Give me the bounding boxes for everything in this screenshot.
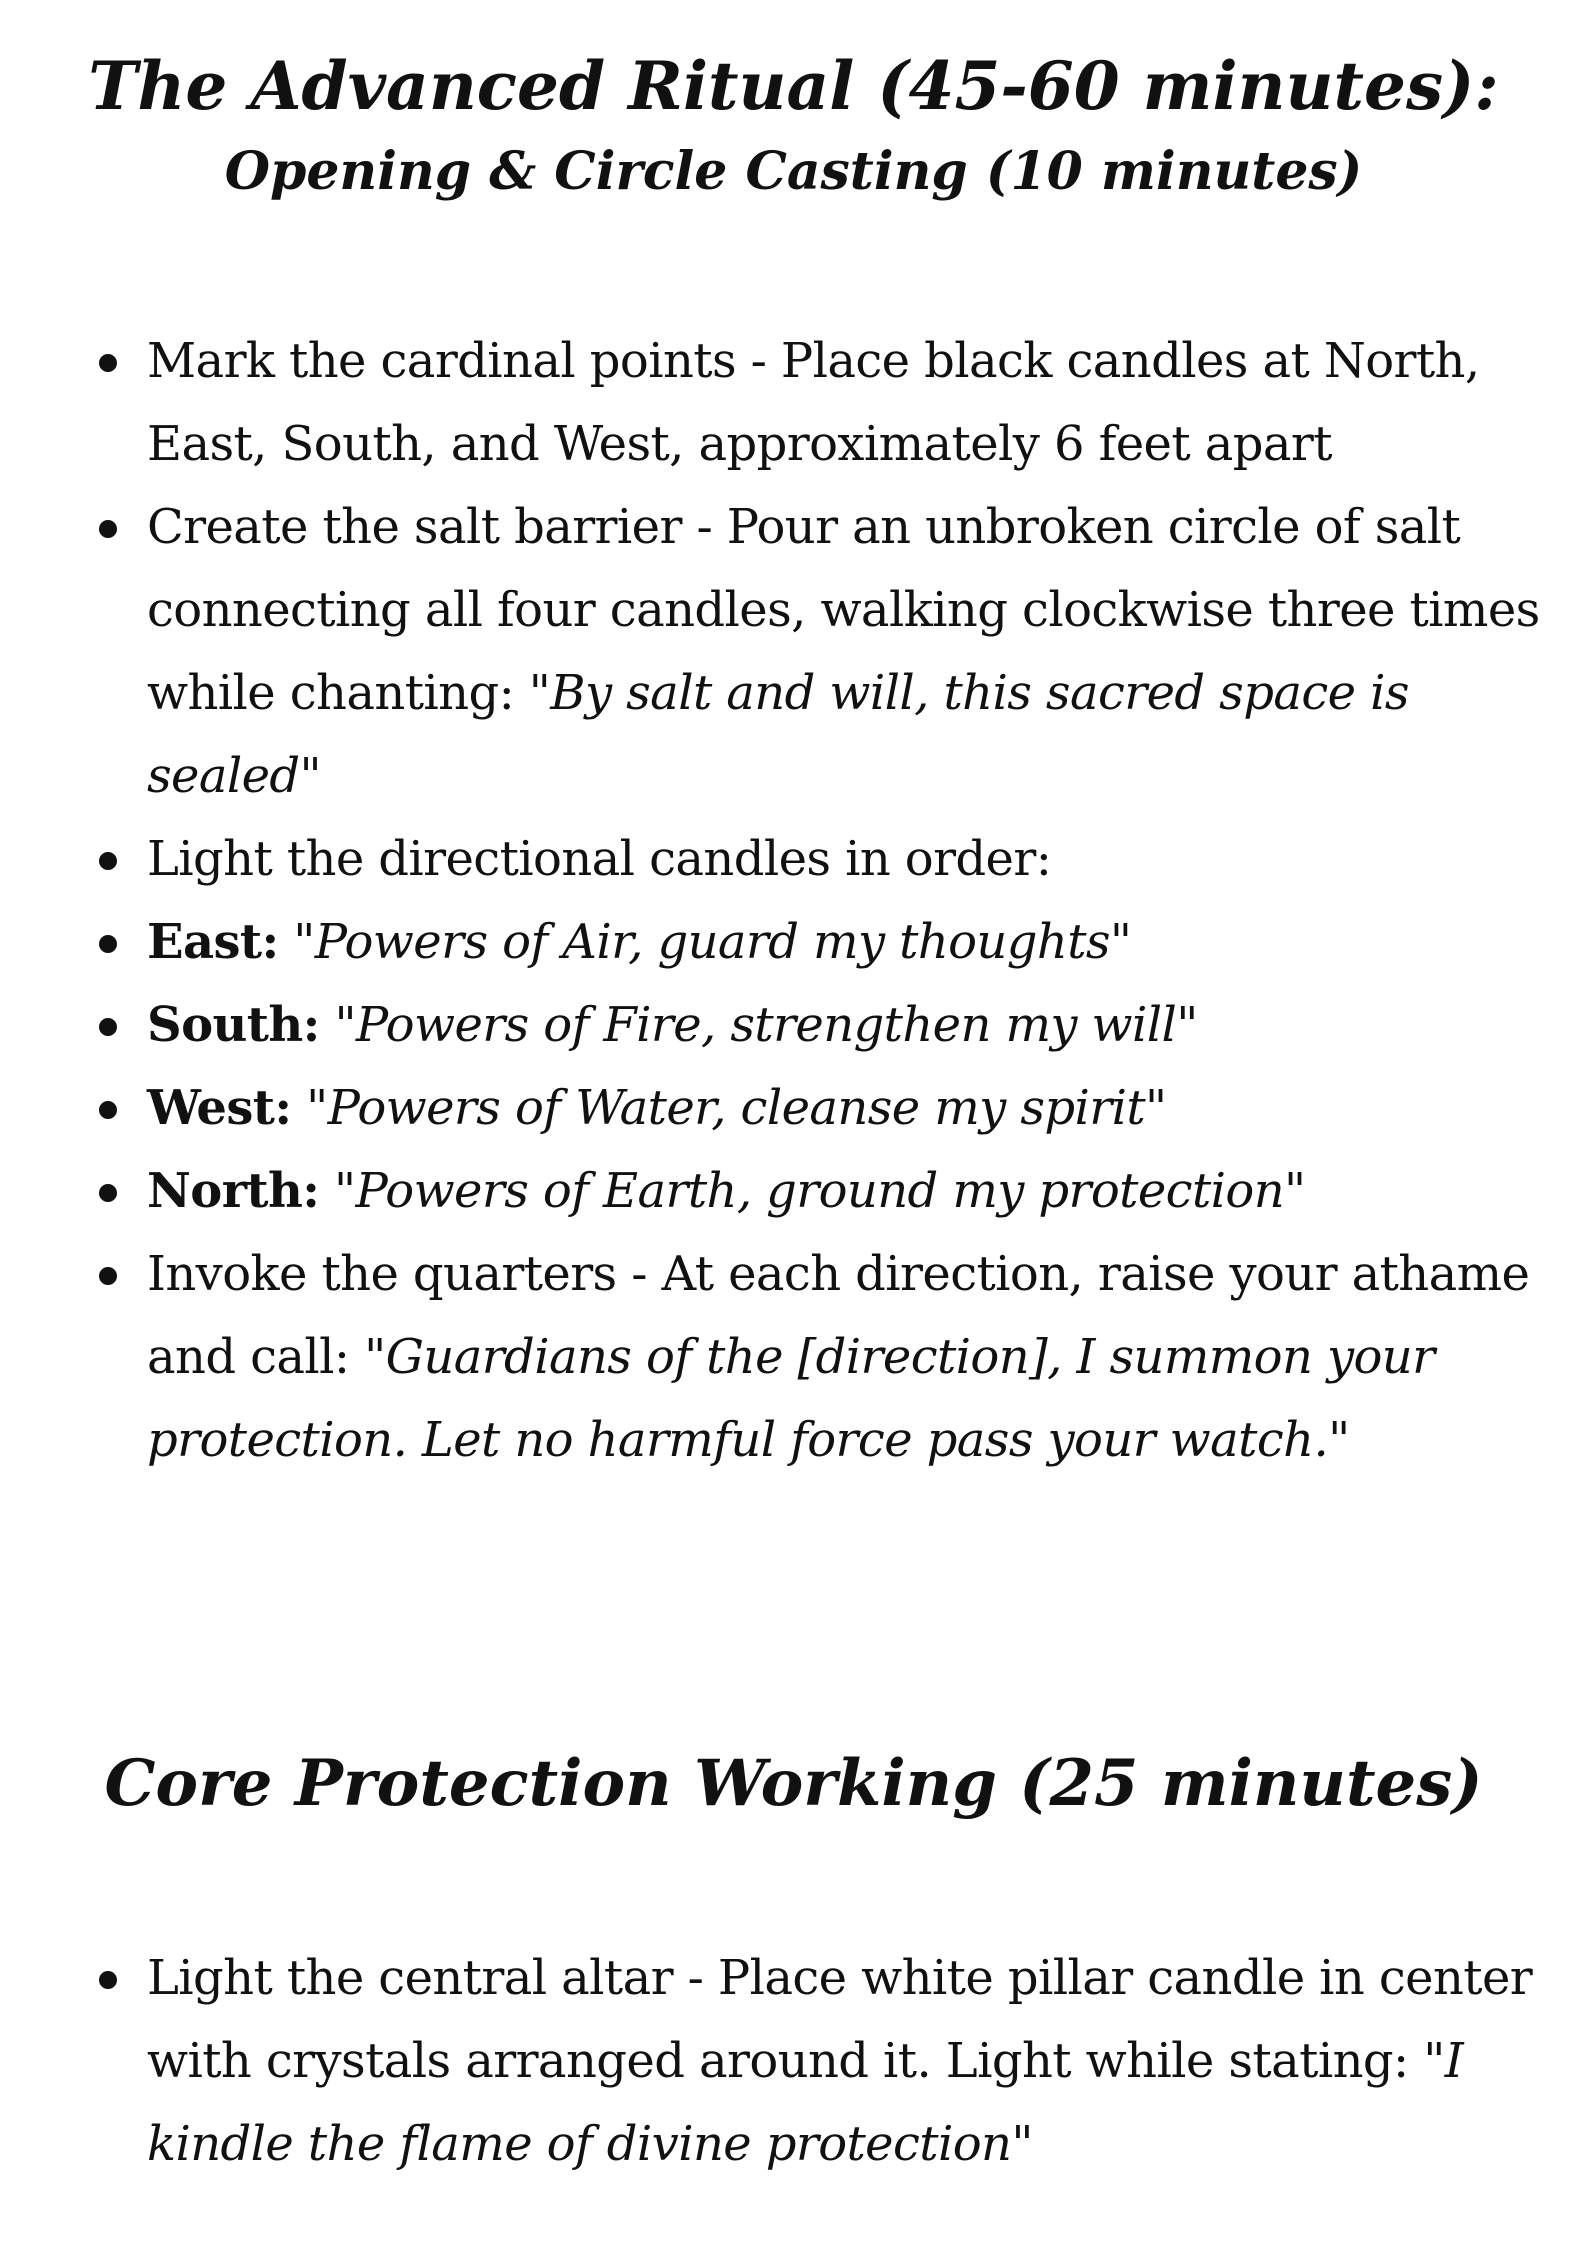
item-text: "	[278, 914, 315, 970]
item-text: "	[319, 1163, 356, 1219]
item-chant: Powers of Water, cleanse my spirit"	[327, 1080, 1167, 1136]
item-chant: "Powers of Fire, strengthen my will"	[334, 997, 1198, 1053]
item-text-tail: "	[1011, 2116, 1033, 2172]
bullet-icon	[99, 1267, 117, 1285]
item-text: Invoke the quarters - At each direction, raise your athame and call: "	[147, 1246, 1530, 1385]
bullet-icon	[99, 852, 117, 870]
item-direction-label: East:	[147, 914, 279, 970]
bullet-icon	[99, 1184, 117, 1202]
item-text: Create the salt barrier - Pour an unbroken circle of salt connecting all four candles, walking clockwise three times while chanting: "	[147, 499, 1540, 721]
section-heading-core-protection: Core Protection Working (25 minutes)	[104, 1746, 1483, 1821]
bullet-icon	[99, 935, 117, 953]
item-text: Mark the cardinal points - Place black candles at North, East, South, and West, approximately 6 feet apart	[147, 333, 1480, 472]
list-item-mark-cardinal-points	[147, 320, 1547, 486]
core-protection-steps-list	[147, 1937, 1547, 2186]
item-chant: Powers of Air, guard my thoughts"	[314, 914, 1132, 970]
bullet-icon	[99, 1101, 117, 1119]
item-direction-label: West:	[147, 1080, 292, 1136]
bullet-icon	[99, 354, 117, 372]
item-text: Light the central altar - Place white pillar candle in center with crystals arranged around it. Light while stating: "	[147, 1950, 1533, 2089]
document-subtitle: Opening & Circle Casting (10 minutes)	[224, 141, 1363, 202]
item-chant: By salt and will, this sacred space is sealed"	[147, 665, 1409, 804]
opening-steps-list	[147, 320, 1547, 1482]
item-chant: I kindle the flame of divine protection	[147, 2033, 1464, 2172]
list-item-light-directional-candles	[147, 818, 1547, 901]
bullet-icon	[99, 1971, 117, 1989]
item-direction-label: South:	[147, 997, 320, 1053]
bullet-icon	[99, 1018, 117, 1036]
list-item-salt-barrier	[147, 486, 1547, 818]
item-text: Light the directional candles in order:	[147, 831, 1052, 887]
list-item-north	[147, 1150, 1547, 1233]
list-item-south	[147, 984, 1547, 1067]
list-item-invoke-quarters	[147, 1233, 1547, 1482]
item-chant: Guardians of the [direction], I summon your protection. Let no harmful force pass your watch."	[147, 1329, 1435, 1468]
item-text	[320, 997, 335, 1053]
list-item-west	[147, 1067, 1547, 1150]
list-item-central-altar	[147, 1937, 1547, 2186]
item-chant: Powers of Earth, ground my protection"	[355, 1163, 1306, 1219]
document-title: The Advanced Ritual (45-60 minutes):	[88, 47, 1499, 125]
list-item-east	[147, 901, 1547, 984]
item-text: "	[291, 1080, 328, 1136]
item-direction-label: North:	[147, 1163, 320, 1219]
bullet-icon	[99, 520, 117, 538]
